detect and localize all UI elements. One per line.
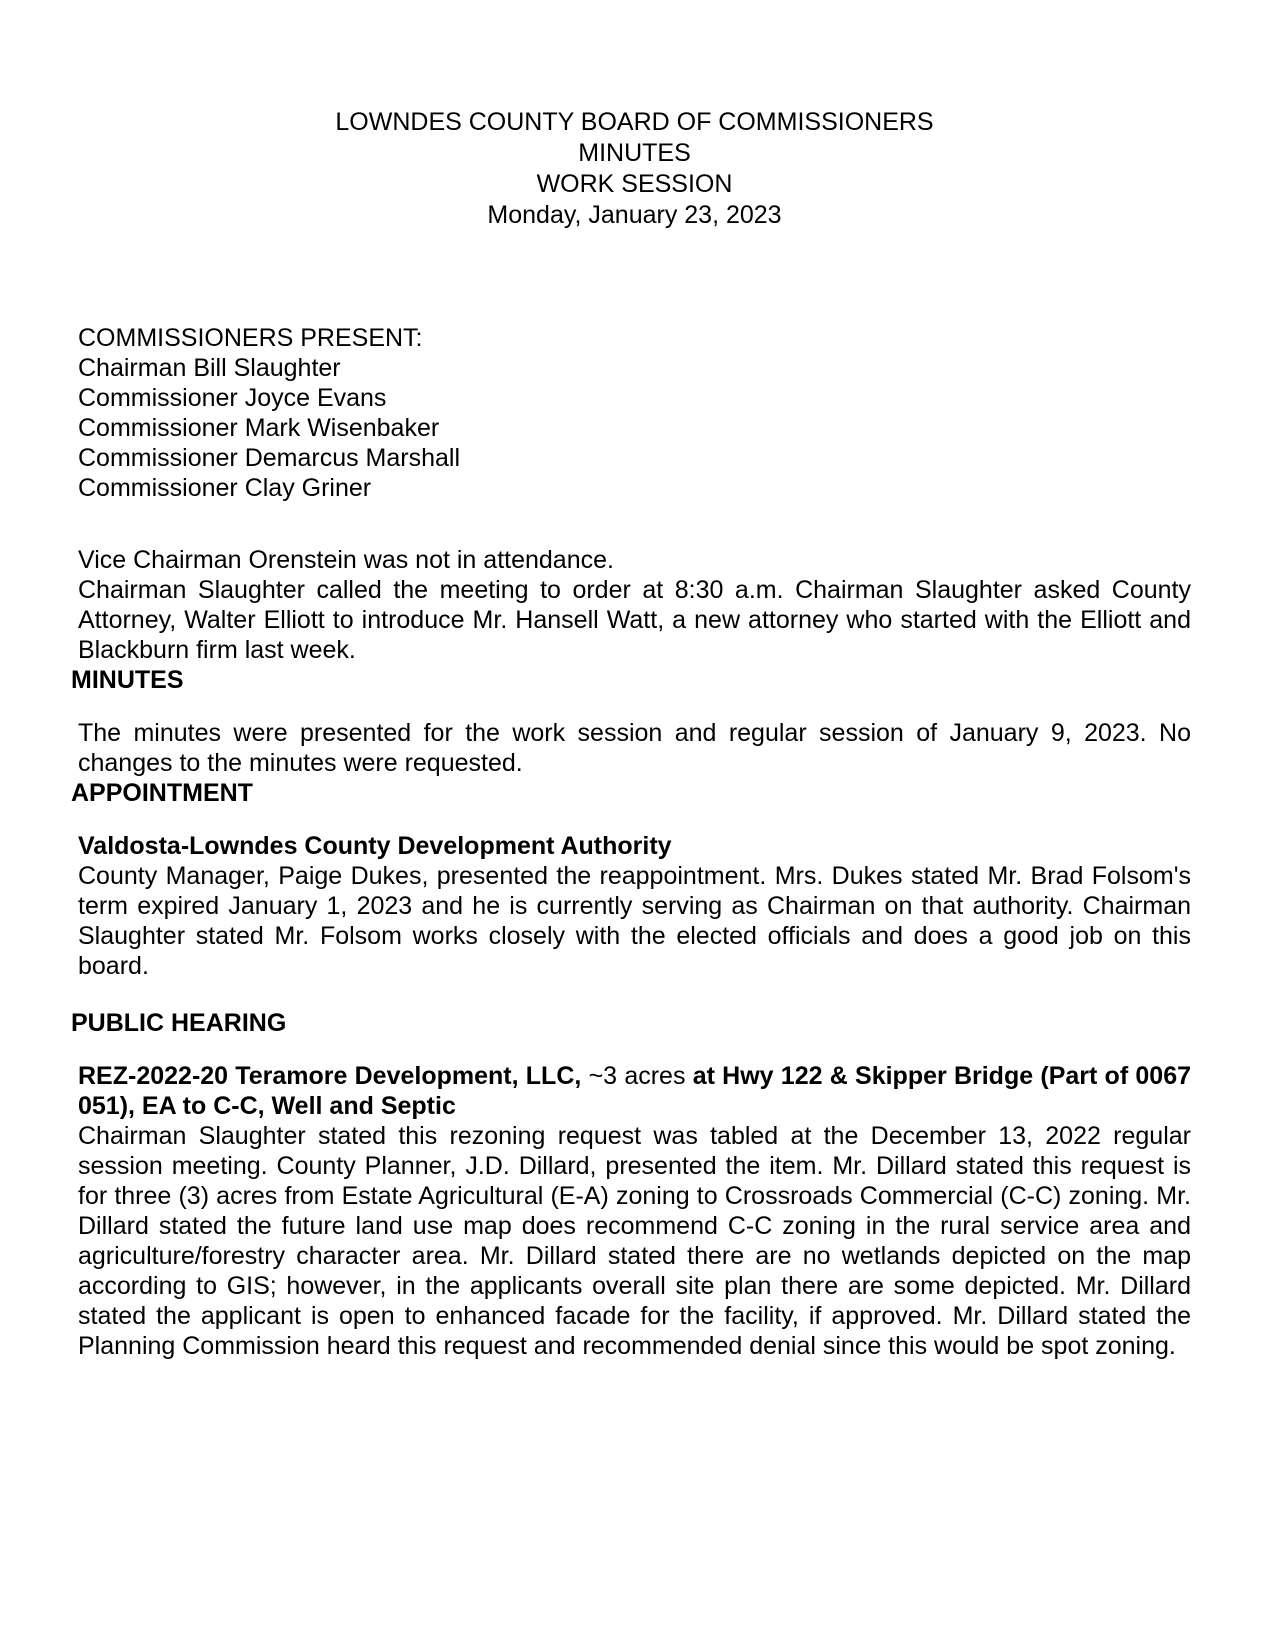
appointment-paragraph: County Manager, Paige Dukes, presented the reappointment. Mrs. Dukes stated Mr. Brad Folsom's term expired January 1, 2023 and he is currently serving as Chairman on that authority. Chairman Slaughter stated Mr. Folsom works closely with the elected officials and does a good job on this board. (78, 862, 1191, 980)
commissioner-name: Commissioner Joyce Evans (78, 384, 387, 412)
appointment-section-heading: APPOINTMENT (71, 779, 253, 807)
header-doc-type: MINUTES (578, 139, 691, 167)
rezoning-paragraph: Chairman Slaughter stated this rezoning request was tabled at the December 13, 2022 regular session meeting. County Planner, J.D. Dillard, presented the item. Mr. Dillard stated this request is for three (3) acres from Estate Agricultural (E-A) zoning to Crossroads Commercial (C-C) zoning. Mr. Dillard stated the future land use map does recommend C-C zoning in the rural service area and agriculture/forestry character area. Mr. Dillard stated there are no wetlands depicted on the map according to GIS; however, in the applicants overall site plan there are some depicted. Mr. Dillard stated the applicant is open to enhanced facade for the facility, if approved. Mr. Dillard stated the Planning Commission heard this request and recommended denial since this would be spot zoning. (78, 1122, 1191, 1360)
header-date: Monday, January 23, 2023 (487, 201, 782, 229)
commissioner-name: Chairman Bill Slaughter (78, 354, 341, 382)
header-session-type: WORK SESSION (536, 170, 733, 198)
minutes-section-heading: MINUTES (71, 666, 184, 694)
absence-note: Vice Chairman Orenstein was not in attendance. (78, 546, 614, 574)
commissioners-present-label: COMMISSIONERS PRESENT: (78, 324, 423, 352)
call-to-order-paragraph: Chairman Slaughter called the meeting to order at 8:30 a.m. Chairman Slaughter asked County Attorney, Walter Elliott to introduce Mr. Hansell Watt, a new attorney who started with the Elliott and Blackburn firm last week. (78, 576, 1191, 664)
attendance-section (78, 323, 1191, 503)
public-hearing-section-heading: PUBLIC HEARING (71, 1009, 287, 1037)
minutes-paragraph: The minutes were presented for the work session and regular session of January 9, 2023. No changes to the minutes were requested. (78, 719, 1191, 777)
rezoning-case-number: REZ-2022-20 Teramore Development, LLC, (78, 1062, 582, 1090)
commissioner-name: Commissioner Clay Griner (78, 474, 372, 502)
rezoning-acreage: ~3 acres (581, 1062, 693, 1090)
rezoning-item-title (78, 1061, 1191, 1121)
document-header (78, 107, 1191, 231)
appointment-item-title: Valdosta-Lowndes County Development Authority (78, 832, 672, 860)
appointment-item (78, 831, 1191, 981)
commissioner-name: Commissioner Mark Wisenbaker (78, 414, 440, 442)
commissioner-name: Commissioner Demarcus Marshall (78, 444, 461, 472)
rezoning-location: at Hwy 122 & Skipper Bridge (Part of 0067 051), EA to C-C, Well and Septic (78, 1062, 1191, 1120)
header-organization: LOWNDES COUNTY BOARD OF COMMISSIONERS (335, 108, 934, 136)
rezoning-item (78, 1061, 1191, 1361)
